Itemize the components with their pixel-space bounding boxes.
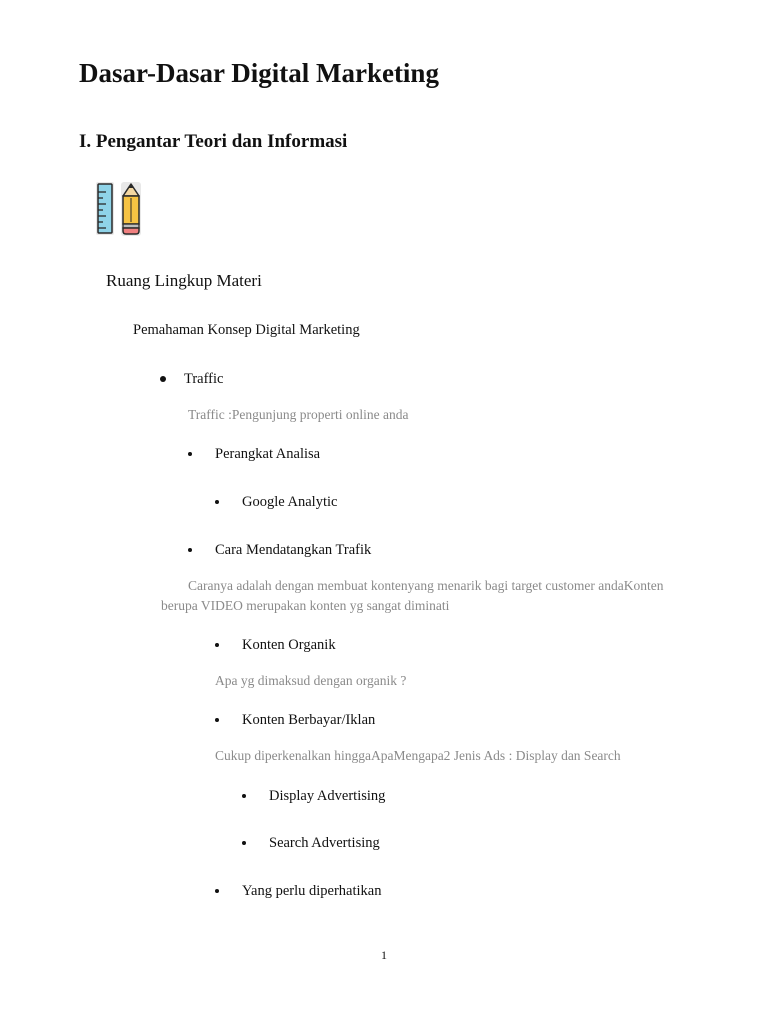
list-item-traffic: Traffic bbox=[184, 371, 224, 387]
list-item-perangkat-analisa: Perangkat Analisa bbox=[215, 446, 321, 462]
bullet-icon bbox=[215, 643, 219, 647]
list-item-search-ads: Search Advertising bbox=[269, 835, 380, 851]
section-heading: I. Pengantar Teori dan Informasi bbox=[79, 131, 348, 152]
berbayar-note: Cukup diperkenalkan hinggaApaMengapa2 Jenis Ads : Display dan Search bbox=[215, 748, 621, 763]
list-item-google-analytic: Google Analytic bbox=[242, 494, 338, 510]
bullet-icon bbox=[160, 376, 166, 382]
page-number: 1 bbox=[381, 948, 387, 962]
subsubheading: Pemahaman Konsep Digital Marketing bbox=[133, 322, 360, 338]
document-title: Dasar-Dasar Digital Marketing bbox=[79, 58, 439, 88]
bullet-icon bbox=[215, 500, 219, 504]
bullet-icon bbox=[188, 548, 192, 552]
bullet-icon bbox=[242, 794, 246, 798]
bullet-icon bbox=[215, 889, 219, 893]
organik-note: Apa yg dimaksud dengan organik ? bbox=[215, 673, 407, 688]
bullet-icon bbox=[215, 718, 219, 722]
bullet-icon bbox=[188, 452, 192, 456]
subheading: Ruang Lingkup Materi bbox=[106, 271, 262, 290]
list-item-display-ads: Display Advertising bbox=[269, 788, 386, 804]
list-item-konten-berbayar: Konten Berbayar/Iklan bbox=[242, 712, 376, 728]
list-item-konten-organik: Konten Organik bbox=[242, 637, 336, 653]
list-item-yang-perlu: Yang perlu diperhatikan bbox=[242, 883, 382, 899]
traffic-note: Traffic :Pengunjung properti online anda bbox=[188, 407, 409, 422]
ruler-and-pencil-icon bbox=[95, 181, 145, 237]
list-item-cara-mendatangkan: Cara Mendatangkan Trafik bbox=[215, 542, 372, 558]
bullet-icon bbox=[242, 841, 246, 845]
cara-note: Caranya adalah dengan membuat kontenyang menarik bagi target customer andaKonten berupa VIDEO merupakan konten yg sangat diminati bbox=[161, 578, 664, 613]
